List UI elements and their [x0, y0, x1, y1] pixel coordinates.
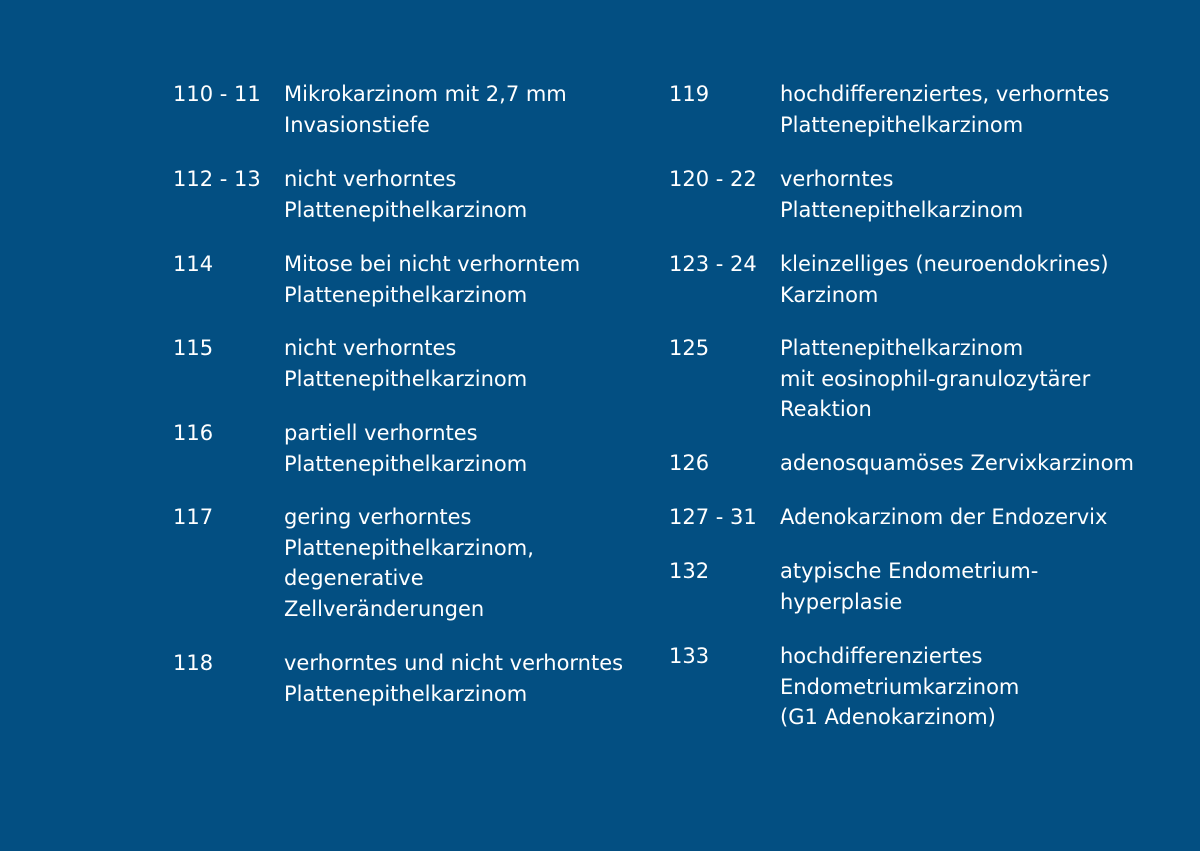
description-line: Plattenepithelkarzinom — [284, 451, 528, 476]
figure-number: 133 — [669, 644, 710, 668]
figure-description — [780, 641, 1019, 733]
figure-description — [284, 79, 567, 140]
description-line: nicht verhorntes — [284, 336, 457, 360]
description-line: Plattenepithelkarzinom — [284, 197, 528, 222]
description-line: Plattenepithelkarzinom — [780, 112, 1024, 137]
figure-number: 114 — [173, 252, 214, 276]
figure-description — [780, 448, 1134, 479]
description-line: Zellveränderungen — [284, 596, 485, 621]
description-line: Plattenepithelkarzinom — [284, 681, 528, 706]
figure-number: 119 — [669, 82, 710, 106]
description-line: (G1 Adenokarzinom) — [780, 705, 996, 729]
description-line: Plattenepithelkarzinom — [780, 197, 1024, 222]
figure-number: 116 — [173, 421, 214, 445]
figure-number: 115 — [173, 336, 214, 360]
figure-description — [284, 333, 527, 394]
description-line: Karzinom — [780, 282, 879, 307]
description-line: Plattenepithelkarzinom — [780, 336, 1024, 360]
description-line: Endometriumkarzinom — [780, 674, 1020, 699]
figure-description — [780, 249, 1109, 310]
description-line: Plattenepithelkarzinom — [284, 282, 528, 307]
description-line: kleinzelliges (neuroendokrines) — [780, 252, 1109, 276]
description-line: verhorntes — [780, 167, 894, 191]
figure-number: 132 — [669, 559, 710, 583]
figure-description — [284, 648, 623, 709]
figure-description — [284, 249, 580, 310]
figure-number: 118 — [173, 651, 214, 675]
description-line: mit eosinophil-granulozytärer — [780, 366, 1091, 391]
figure-description — [284, 164, 527, 225]
description-line: adenosquamöses Zervixkarzinom — [780, 451, 1134, 475]
description-line: Mikrokarzinom mit 2,7 mm — [284, 82, 567, 106]
description-line: hochdifferenziertes — [780, 644, 983, 668]
description-line: partiell verhorntes — [284, 421, 478, 445]
description-line: gering verhorntes — [284, 505, 472, 529]
description-line: Plattenepithelkarzinom — [284, 366, 528, 391]
figure-description — [780, 556, 1038, 617]
description-line: Invasionstiefe — [284, 112, 430, 137]
figure-description — [780, 502, 1107, 533]
figure-number: 112 - 13 — [173, 167, 261, 191]
description-line: Adenokarzinom der Endozervix — [780, 505, 1108, 529]
description-line: Plattenepithelkarzinom, — [284, 535, 534, 560]
figure-number: 110 - 11 — [173, 82, 261, 106]
figure-number: 126 — [669, 451, 710, 475]
description-line: Reaktion — [780, 397, 872, 421]
description-line: verhorntes und nicht verhorntes — [284, 651, 624, 675]
figure-number: 125 — [669, 336, 710, 360]
figure-description — [284, 418, 527, 479]
figure-description — [780, 333, 1090, 425]
figure-description — [780, 164, 1023, 225]
description-line: degenerative — [284, 566, 424, 590]
figure-number: 123 - 24 — [669, 252, 757, 276]
figure-number: 127 - 31 — [669, 505, 757, 529]
description-line: hochdifferenziertes, verhorntes — [780, 82, 1110, 106]
description-line: Mitose bei nicht verhorntem — [284, 252, 581, 276]
figure-description — [284, 502, 534, 624]
figure-description — [780, 79, 1109, 140]
description-line: atypische Endometrium- — [780, 559, 1039, 583]
description-line: hyperplasie — [780, 589, 903, 614]
figure-number: 117 — [173, 505, 214, 529]
figure-number: 120 - 22 — [669, 167, 757, 191]
description-line: nicht verhorntes — [284, 167, 457, 191]
